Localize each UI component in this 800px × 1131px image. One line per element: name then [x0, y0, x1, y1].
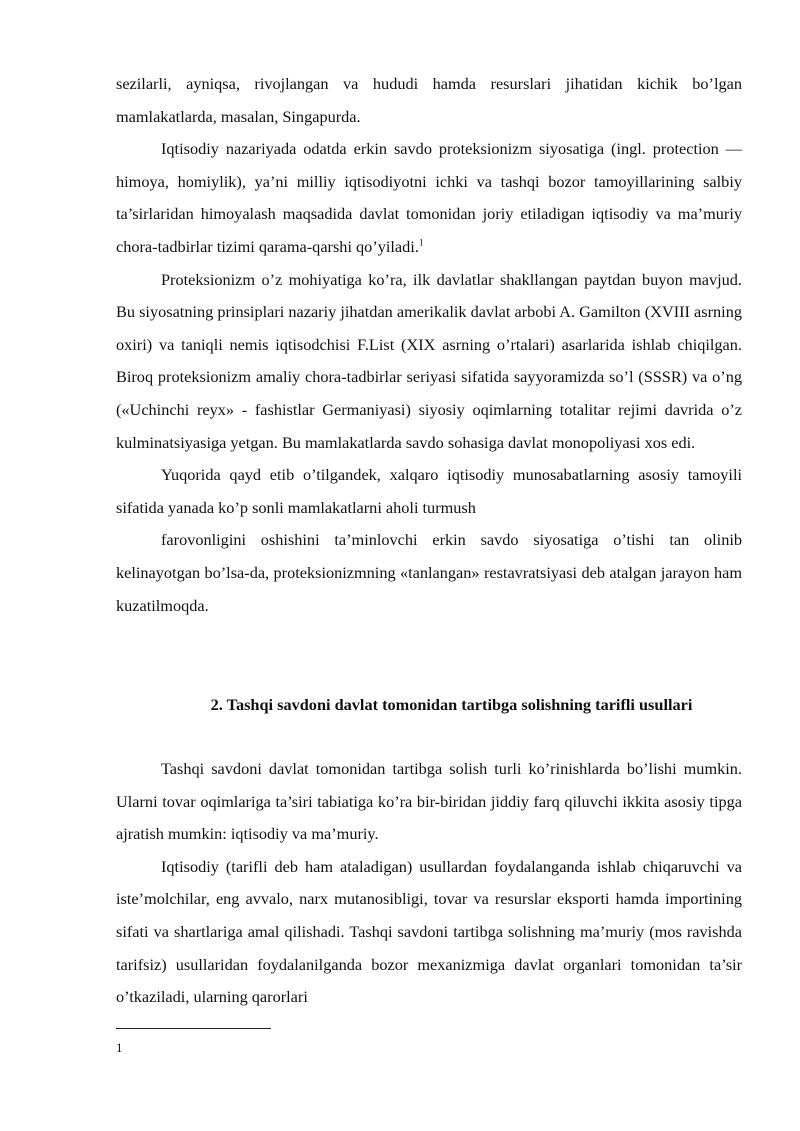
paragraph: Iqtisodiy (tarifli deb ham ataladigan) usullardan foydalanganda ishlab chiqaruvchi va iste’molchilar, eng avvalo, narx mutanosibligi, tovar va resurslar eksporti hamda importining sifati va shartlariga amal qilishadi. Tashqi savdoni tartibga solishning ma’muriy (mos ravishda tarifsiz) usullaridan foydalanilganda bozor mexanizmiga davlat organlari tomonidan ta’sir o’tkaziladi, ularning qarorlari	[116, 856, 742, 1007]
paragraph: Proteksionizm o’z mohiyatiga ko’ra, ilk davlatlar shakllangan paytdan buyon mavjud. Bu siyosatning prinsiplari nazariy jihatdan amerikalik davlat arbobi A. Gamilton (XVIII asrning oxiri) va taniqli nemis iqtisodchisi F.List (XIX asrning o’rtalari) asarlarida ishlab chiqilgan. Biroq proteksionizm amaliy chora-tadbirlar seriyasi sifatida sayyoramizda so’l (SSSR) va o’ng («Uchinchi reyx» - fashistlar Germaniyasi) siyosiy oqimlarning totalitar rejimi davrida o’z kulminatsiyasiga yetgan. Bu mamlakatlarda savdo sohasiga davlat monopoliyasi xos edi.	[116, 269, 742, 452]
paragraph: Tashqi savdoni davlat tomonidan tartibga solish turli ko’rinishlarda bo’lishi mumkin. Ularni tovar oqimlariga ta’siri tabiatiga ko’ra bir-biridan jiddiy farq qiluvchi ikkita asosiy tipga ajratish mumkin: iqtisodiy va ma’muriy.	[116, 759, 742, 844]
footnote-reference[interactable]: 1	[418, 238, 424, 249]
body-text-top	[116, 68, 742, 622]
body-text-bottom	[116, 753, 742, 1014]
paragraph: farovonligini oshishini ta’minlovchi erkin savdo siyosatiga o’tishi tan olinib kelinayotgan bo’lsa-da, proteksionizmning «tanlangan» restavratsiyasi deb atalgan jarayon ham kuzatilmoqda.	[116, 530, 742, 615]
paragraph: sezilarli, ayniqsa, rivojlangan va hududi hamda resurslari jihatidan kichik bo’lgan mamlakatlarda, masalan, Singapurda.	[116, 74, 742, 126]
footnote-number: 1	[116, 1040, 123, 1055]
paragraph	[116, 133, 742, 263]
paragraph-text: Iqtisodiy nazariyada odatda erkin savdo proteksionizm siyosatiga (ingl. protection — himoya, homiylik), ya’ni milliy iqtisodiyotni ichki va tashqi bozor tamoyillarining salbiy ta’sirlaridan himoyalash maqsadida davlat tomonidan joriy etiladigan iqtisodiy va ma’muriy chora-tadbirlar tizimi qarama-qarshi qo’yiladi.	[116, 139, 742, 256]
footnote-separator	[116, 1028, 271, 1029]
paragraph: Yuqorida qayd etib o’tilgandek, xalqaro iqtisodiy munosabatlarning asosiy tamoyili sifatida yanada ko’p sonli mamlakatlarni aholi turmush	[116, 465, 742, 517]
section-heading: 2. Tashqi savdoni davlat tomonidan tartibga solishning tarifli usullari	[210, 695, 693, 714]
